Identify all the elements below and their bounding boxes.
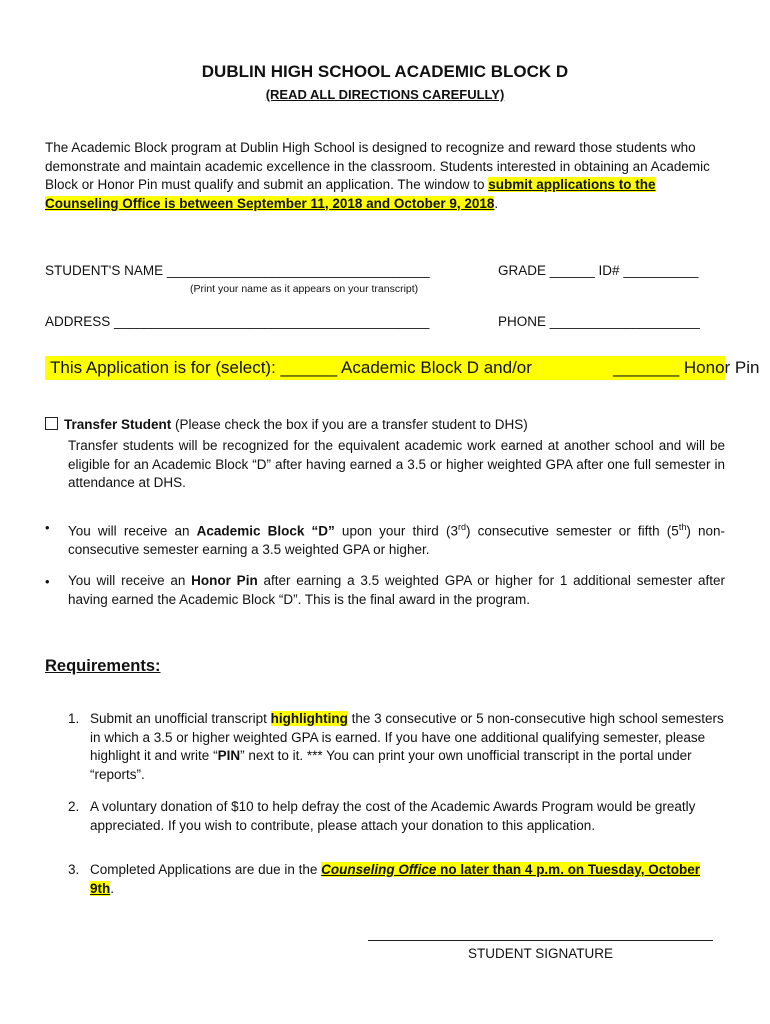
intro-text: The Academic Block program at Dublin High School is designed to recognize and reward those students who demonstrate and maintain academic excellence in the classroom. Students interested in obtaining an Academic Block or Honor Pin must qualify and submit an application. The window to (45, 140, 710, 192)
transfer-student-row[interactable] (45, 417, 528, 432)
bullet-academic-block: You will receive an Academic Block “D” upon your third (3rd) consecutive semester or fifth (5th) non-consecutive semester earning a 3.5 weighted GPA or higher. (68, 522, 725, 557)
transfer-label: Transfer Student (64, 417, 172, 432)
requirement-deadline: Completed Applications are due in the Counseling Office no later than 4 p.m. on Tuesday, October 9th. (90, 862, 700, 896)
student-name-hint: (Print your name as it appears on your transcript) (190, 283, 419, 295)
intro-paragraph (45, 139, 725, 213)
bullet-icon: • (45, 574, 50, 589)
signature-line[interactable] (368, 940, 713, 941)
requirements-heading: Requirements: (45, 657, 161, 675)
intro-end: . (494, 195, 499, 211)
requirement-number: 1. (68, 711, 80, 726)
requirement-transcript: Submit an unofficial transcript highlighting the 3 consecutive or 5 non-consecutive high school semesters in which a 3.5 or higher weighted GPA is earned. If you have one additional qualifying semester, please highlight it and write “PIN” next to it. *** You can print your own unofficial transcript in the portal under “reports”. (90, 711, 724, 782)
honor-pin-option[interactable]: _______ Honor Pin (613, 358, 760, 377)
transfer-note: (Please check the box if you are a transfer student to DHS) (171, 417, 528, 432)
document-subtitle: (READ ALL DIRECTIONS CAREFULLY) (265, 87, 505, 102)
bullet-icon: • (45, 520, 50, 535)
bullet-honor-pin: You will receive an Honor Pin after earning a 3.5 weighted GPA or higher for 1 additional semester after having earned the Academic Block “D”. This is the final award in the program. (68, 573, 726, 607)
document-title: DUBLIN HIGH SCHOOL ACADEMIC BLOCK D (201, 62, 569, 81)
address-field[interactable]: ADDRESS __________________________________________ (45, 314, 430, 329)
signature-label: STUDENT SIGNATURE (467, 946, 613, 961)
phone-field[interactable]: PHONE ____________________ (498, 314, 700, 329)
application-type-selector[interactable] (45, 356, 760, 380)
requirement-donation: A voluntary donation of $10 to help defray the cost of the Academic Awards Program would be greatly appreciated. If you wish to contribute, please attach your donation to this application. (90, 799, 696, 833)
application-type-label: This Application is for (select): ______ Academic Block D and/or (50, 358, 532, 377)
student-name-field[interactable]: STUDENT'S NAME ___________________________________ (45, 263, 430, 278)
requirement-number: 3. (68, 862, 80, 877)
grade-id-field[interactable]: GRADE ______ ID# __________ (498, 263, 699, 278)
transfer-description: Transfer students will be recognized for the equivalent academic work earned at another school and will be eligible for an Academic Block “D” after having earned a 3.5 or higher weighted GPA after one full semester in attendance at DHS. (68, 438, 725, 490)
requirement-number: 2. (68, 799, 80, 814)
transfer-checkbox[interactable] (45, 417, 58, 430)
intro-deadline-highlight: submit applications to the Counseling Office is between September 11, 2018 and October 9, 2018 (45, 177, 656, 211)
